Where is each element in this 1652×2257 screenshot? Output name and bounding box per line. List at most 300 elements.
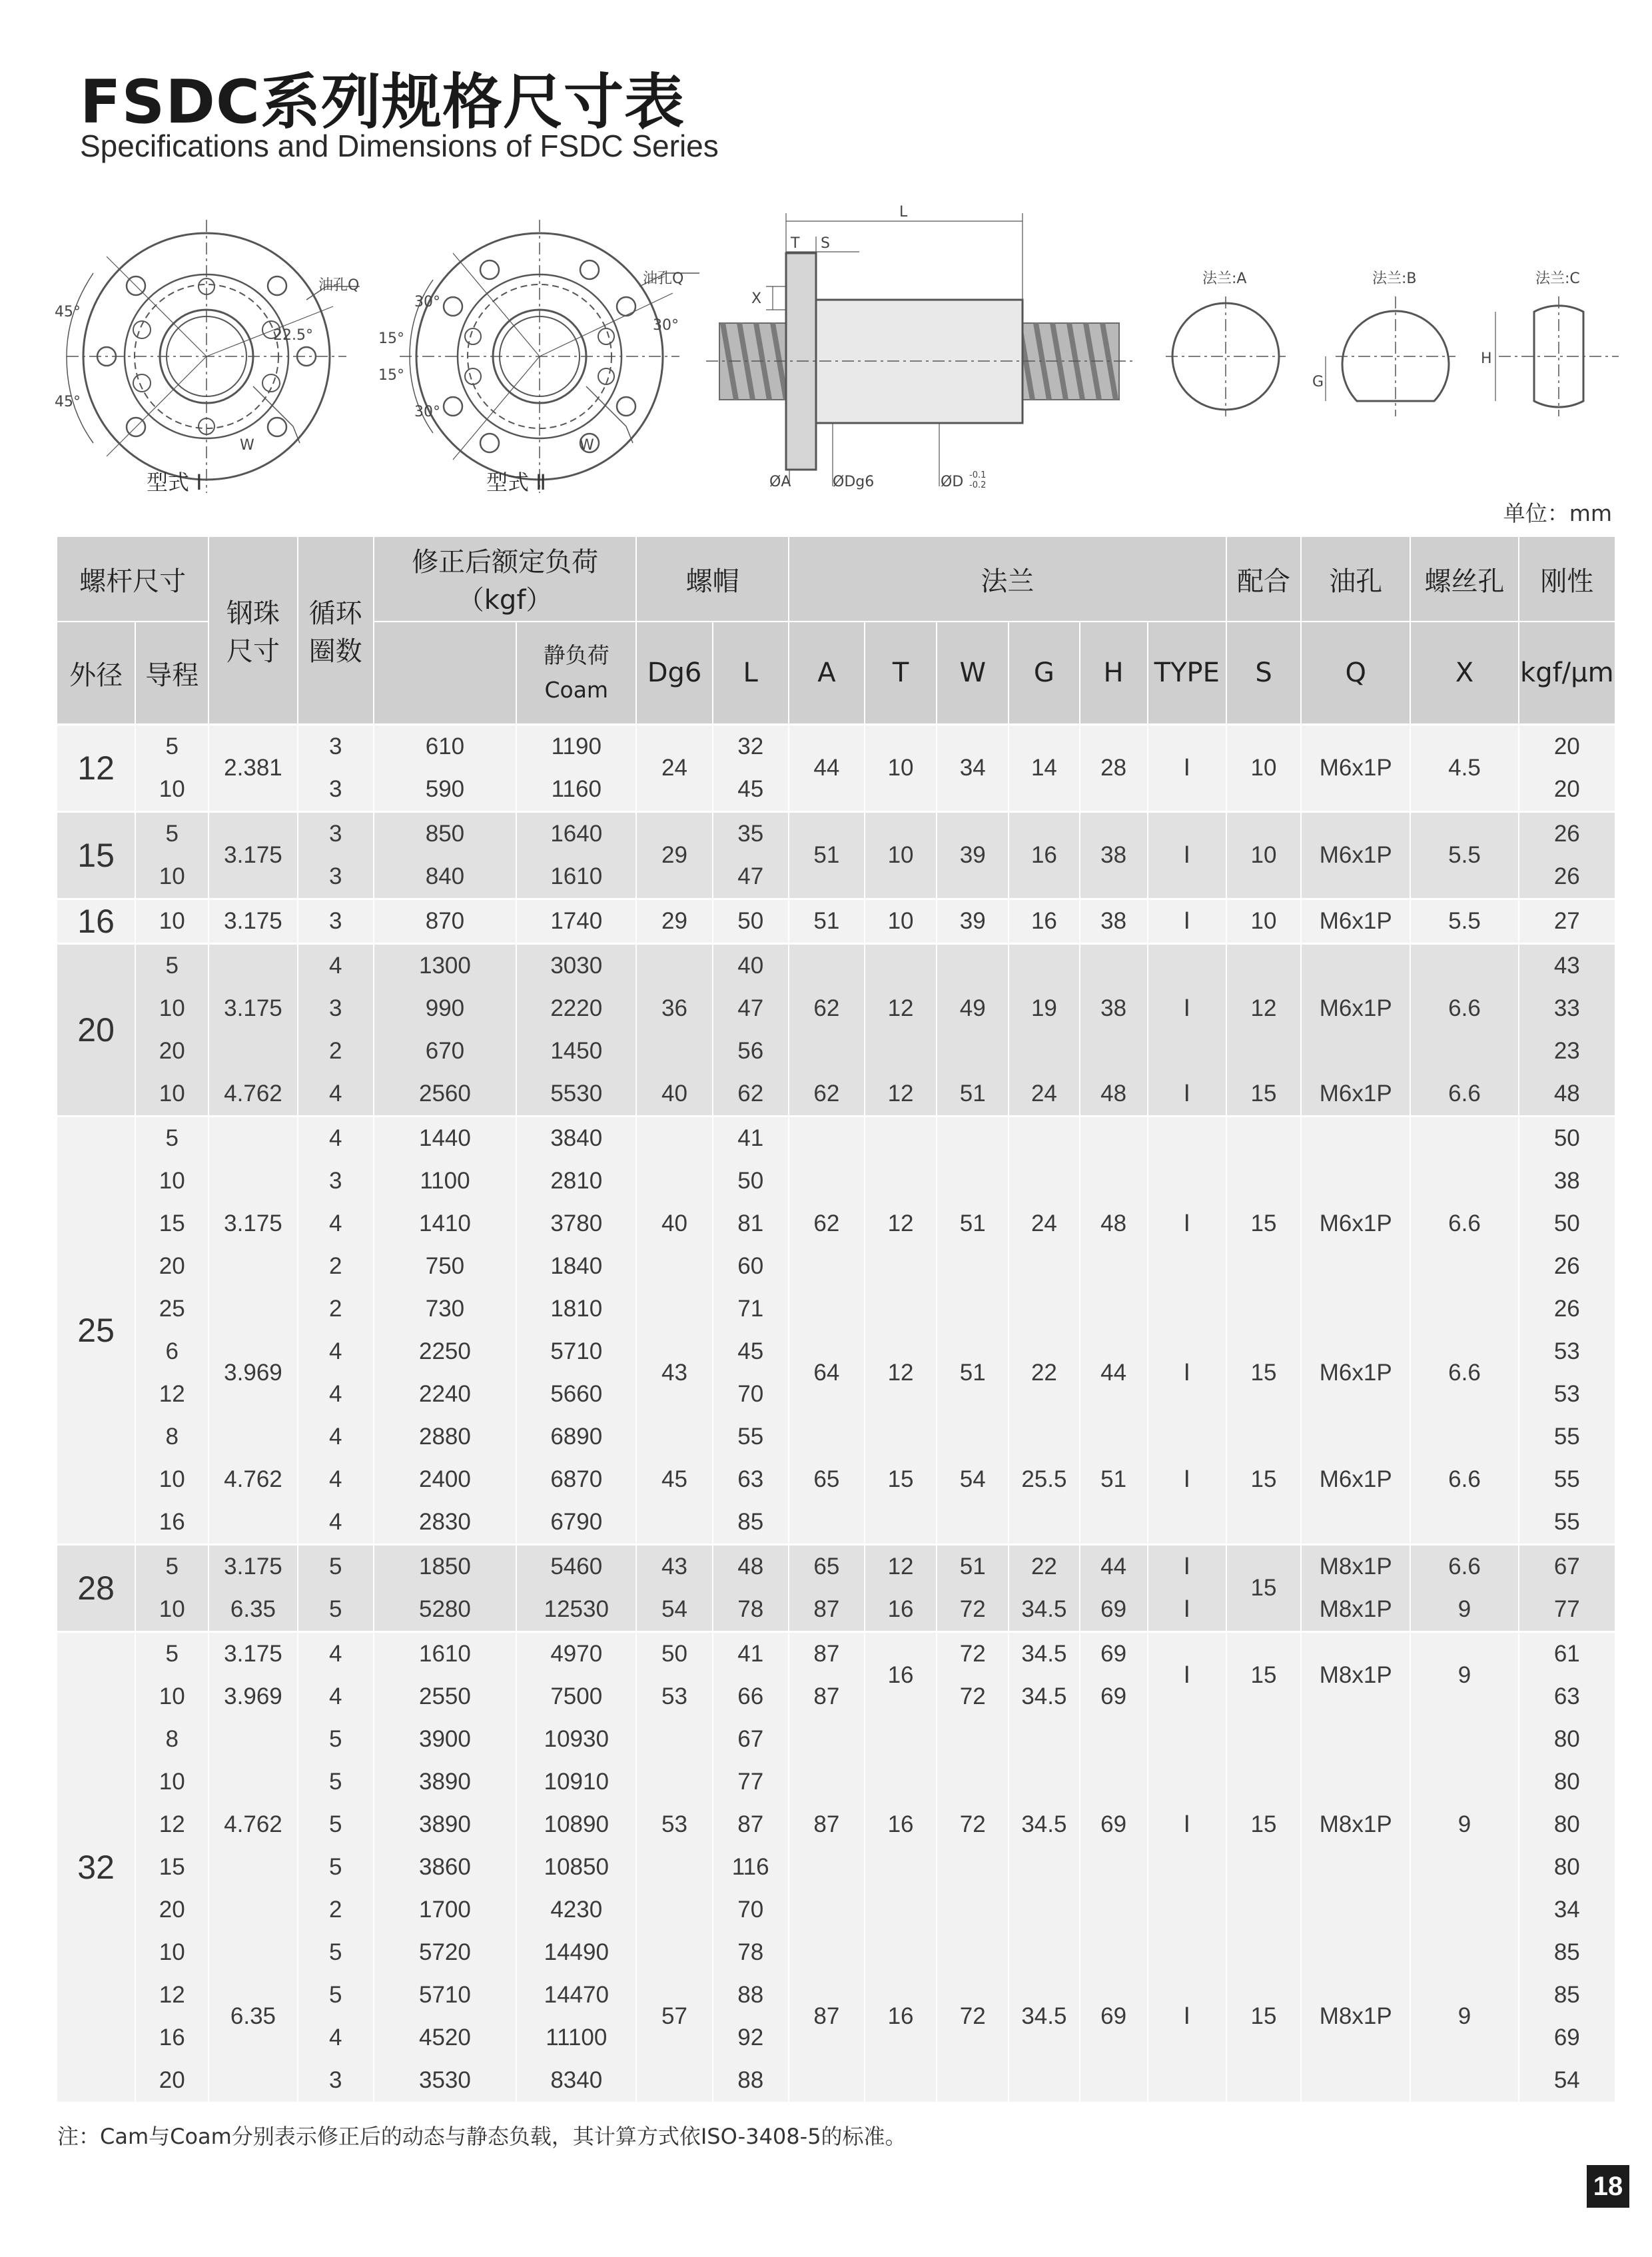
cell-x: 9	[1410, 1718, 1518, 1931]
cell-h: 38	[1080, 812, 1148, 899]
cell-ball: 3.969	[208, 1330, 297, 1416]
cell-x: 6.6	[1410, 1117, 1518, 1331]
cell-s: 10	[1226, 812, 1301, 899]
header-load-line1: 修正后额定负荷	[412, 547, 599, 578]
cell-h: 69	[1080, 1931, 1148, 2102]
cell-lead: 5	[135, 812, 208, 856]
cell-l: 70	[713, 1889, 789, 1931]
cell-stiffness: 50	[1519, 1202, 1615, 1245]
table-row	[57, 1416, 1615, 1458]
cell-lead: 25	[135, 1288, 208, 1330]
cell-g: 24	[1009, 1117, 1079, 1331]
cell-static: 1190	[516, 725, 636, 769]
cell-static: 5710	[516, 1330, 636, 1373]
cell-ball: 3.175	[208, 1545, 297, 1589]
header-type: TYPE	[1148, 622, 1226, 725]
cell-od: 25	[57, 1117, 135, 1545]
cell-h: 48	[1080, 1117, 1148, 1331]
cell-ball: 3.175	[208, 812, 297, 899]
cell-stiffness: 54	[1519, 2059, 1615, 2102]
cell-circuits: 3	[298, 725, 374, 769]
cell-lead: 20	[135, 2059, 208, 2102]
cell-dynamic: 2880	[374, 1416, 516, 1458]
cell-w: 51	[937, 1117, 1009, 1331]
type1-w-label: W	[240, 437, 254, 454]
cell-q: M6x1P	[1301, 725, 1410, 812]
cell-dynamic: 3860	[374, 1846, 516, 1889]
cell-type: Ⅰ	[1148, 1330, 1226, 1416]
cell-dg6: 29	[636, 812, 712, 899]
header-circuits-line1: 循环	[308, 598, 362, 629]
header-circuits	[298, 537, 374, 725]
cell-s: 15	[1226, 1632, 1301, 1719]
cell-l: 47	[713, 855, 789, 899]
cell-dynamic: 2400	[374, 1458, 516, 1501]
cell-stiffness: 80	[1519, 1761, 1615, 1803]
cell-lead: 10	[135, 1458, 208, 1501]
cell-circuits: 5	[298, 1974, 374, 2017]
cell-stiffness: 55	[1519, 1458, 1615, 1501]
cell-ball: 6.35	[208, 1588, 297, 1632]
cell-x: 6.6	[1410, 1416, 1518, 1545]
cell-a: 62	[789, 1117, 865, 1331]
cell-stiffness: 67	[1519, 1545, 1615, 1589]
cell-static: 1740	[516, 899, 636, 944]
cell-w: 72	[937, 1675, 1009, 1718]
cell-circuits: 4	[298, 1202, 374, 1245]
cell-t: 16	[865, 1632, 937, 1719]
cell-circuits: 3	[298, 987, 374, 1030]
cell-ball: 4.762	[208, 1073, 297, 1117]
cell-circuits: 4	[298, 1330, 374, 1373]
cell-h: 69	[1080, 1718, 1148, 1931]
cell-static: 7500	[516, 1675, 636, 1718]
header-t: T	[865, 622, 937, 725]
side-x-label: X	[751, 290, 762, 307]
cell-stiffness: 80	[1519, 1803, 1615, 1846]
cell-a: 87	[789, 1632, 865, 1676]
cell-g: 14	[1009, 725, 1079, 812]
cell-l: 32	[713, 725, 789, 769]
cell-l: 88	[713, 2059, 789, 2102]
cell-dynamic: 3900	[374, 1718, 516, 1761]
cell-static: 14490	[516, 1931, 636, 1974]
cell-w: 51	[937, 1545, 1009, 1589]
cell-lead: 10	[135, 1675, 208, 1718]
cell-circuits: 5	[298, 1718, 374, 1761]
cell-ball: 4.762	[208, 1416, 297, 1545]
cell-lead: 5	[135, 1632, 208, 1676]
table-row	[57, 1117, 1615, 1160]
cell-w: 72	[937, 1588, 1009, 1632]
cell-lead: 16	[135, 2017, 208, 2059]
cell-q: M8x1P	[1301, 1632, 1410, 1719]
cell-static: 5530	[516, 1073, 636, 1117]
cell-s: 15	[1226, 1073, 1301, 1117]
cell-circuits: 4	[298, 1416, 374, 1458]
cell-type: Ⅰ	[1148, 899, 1226, 944]
cell-stiffness: 27	[1519, 899, 1615, 944]
type2-angle-30-right: 30°	[653, 317, 679, 334]
cell-x: 9	[1410, 1588, 1518, 1632]
cell-l: 88	[713, 1974, 789, 2017]
cell-static: 5460	[516, 1545, 636, 1589]
cell-lead: 10	[135, 768, 208, 812]
header-static-line1: 静负荷	[543, 642, 610, 668]
header-static	[516, 622, 636, 725]
header-fit: 配合	[1226, 537, 1301, 622]
cell-x: 9	[1410, 1931, 1518, 2102]
cell-od: 20	[57, 944, 135, 1117]
cell-t: 12	[865, 1073, 937, 1117]
cell-t: 10	[865, 899, 937, 944]
cell-a: 51	[789, 812, 865, 899]
cell-g: 34.5	[1009, 1675, 1079, 1718]
cell-g: 34.5	[1009, 1931, 1079, 2102]
side-dg6-label: ØDg6	[833, 474, 875, 490]
spec-table-body	[57, 725, 1615, 2102]
header-a: A	[789, 622, 865, 725]
cell-w: 34	[937, 725, 1009, 812]
cell-l: 67	[713, 1718, 789, 1761]
cell-circuits: 4	[298, 1675, 374, 1718]
side-a-label: ØA	[769, 474, 791, 490]
cell-w: 54	[937, 1416, 1009, 1545]
cell-ball: 3.175	[208, 944, 297, 1073]
header-dynamic-empty	[374, 622, 516, 725]
cell-l: 50	[713, 899, 789, 944]
cell-t: 12	[865, 1330, 937, 1416]
cell-dynamic: 1300	[374, 944, 516, 988]
cell-lead: 20	[135, 1030, 208, 1073]
cell-dynamic: 4520	[374, 2017, 516, 2059]
cell-l: 40	[713, 944, 789, 988]
cell-lead: 10	[135, 1931, 208, 1974]
cell-x: 6.6	[1410, 1545, 1518, 1589]
cell-static: 8340	[516, 2059, 636, 2102]
cell-h: 69	[1080, 1632, 1148, 1676]
cell-dynamic: 1700	[374, 1889, 516, 1931]
table-row	[57, 1632, 1615, 1676]
cell-static: 1610	[516, 855, 636, 899]
cell-static: 1640	[516, 812, 636, 856]
cell-l: 50	[713, 1160, 789, 1202]
header-g: G	[1009, 622, 1079, 725]
cell-static: 6890	[516, 1416, 636, 1458]
header-h: H	[1080, 622, 1148, 725]
flange-a-label: 法兰:A	[1202, 270, 1247, 287]
cell-dynamic: 3530	[374, 2059, 516, 2102]
cell-s: 12	[1226, 944, 1301, 1073]
cell-dynamic: 1440	[374, 1117, 516, 1160]
cell-t: 12	[865, 1117, 937, 1331]
cell-a: 62	[789, 1073, 865, 1117]
cell-dg6: 40	[636, 1073, 712, 1117]
cell-a: 87	[789, 1718, 865, 1931]
flange-type2-drawing	[378, 220, 699, 495]
cell-a: 51	[789, 899, 865, 944]
cell-dg6: 54	[636, 1588, 712, 1632]
cell-lead: 20	[135, 1889, 208, 1931]
cell-x: 9	[1410, 1632, 1518, 1719]
cell-circuits: 4	[298, 1117, 374, 1160]
cell-lead: 12	[135, 1803, 208, 1846]
cell-static: 10930	[516, 1718, 636, 1761]
header-load-rating	[374, 537, 637, 622]
spec-table	[57, 537, 1616, 2102]
header-ball-line1: 钢珠	[226, 598, 280, 629]
cell-circuits: 4	[298, 944, 374, 988]
cell-s: 15	[1226, 1416, 1301, 1545]
cell-lead: 5	[135, 1117, 208, 1160]
unit-label: 单位：mm	[1503, 500, 1612, 526]
cell-s: 10	[1226, 725, 1301, 812]
cell-lead: 10	[135, 1160, 208, 1202]
cell-circuits: 4	[298, 2017, 374, 2059]
cell-l: 45	[713, 1330, 789, 1373]
cell-l: 63	[713, 1458, 789, 1501]
cell-od: 32	[57, 1632, 135, 2102]
cell-circuits: 5	[298, 1545, 374, 1589]
cell-circuits: 4	[298, 1458, 374, 1501]
cell-w: 51	[937, 1073, 1009, 1117]
cell-dynamic: 1610	[374, 1632, 516, 1676]
cell-dynamic: 2240	[374, 1373, 516, 1416]
cell-t: 10	[865, 812, 937, 899]
cell-lead: 5	[135, 725, 208, 769]
cell-stiffness: 85	[1519, 1974, 1615, 2017]
table-row	[57, 1931, 1615, 1974]
cell-dg6: 57	[636, 1931, 712, 2102]
cell-stiffness: 26	[1519, 812, 1615, 856]
cell-od: 28	[57, 1545, 135, 1632]
cell-type: Ⅰ	[1148, 944, 1226, 1073]
header-lead: 导程	[135, 622, 208, 725]
cell-circuits: 4	[298, 1073, 374, 1117]
header-load-line2: （kgf）	[457, 585, 553, 616]
cell-circuits: 3	[298, 768, 374, 812]
cell-a: 65	[789, 1545, 865, 1589]
cell-s: 15	[1226, 1718, 1301, 1931]
cell-t: 15	[865, 1416, 937, 1545]
cell-l: 55	[713, 1416, 789, 1458]
cell-stiffness: 34	[1519, 1889, 1615, 1931]
type2-angle-15-lower: 15°	[378, 367, 404, 384]
cell-static: 1450	[516, 1030, 636, 1073]
cell-l: 62	[713, 1073, 789, 1117]
header-screw-hole: 螺丝孔	[1410, 537, 1518, 622]
cell-lead: 15	[135, 1846, 208, 1889]
cell-circuits: 5	[298, 1803, 374, 1846]
cell-q: M6x1P	[1301, 899, 1410, 944]
header-circuits-line2: 圈数	[308, 636, 362, 667]
cell-s: 15	[1226, 1545, 1301, 1632]
cell-g: 22	[1009, 1545, 1079, 1589]
cell-circuits: 2	[298, 1030, 374, 1073]
cell-circuits: 3	[298, 899, 374, 944]
cell-l: 35	[713, 812, 789, 856]
table-row	[57, 1545, 1615, 1589]
cell-static: 10850	[516, 1846, 636, 1889]
cell-circuits: 5	[298, 1846, 374, 1889]
cell-t: 10	[865, 725, 937, 812]
cell-lead: 20	[135, 1245, 208, 1288]
page-subtitle: Specifications and Dimensions of FSDC Series	[80, 129, 719, 163]
cell-l: 77	[713, 1761, 789, 1803]
type1-angle-22-5: 22.5°	[273, 327, 313, 344]
cell-l: 45	[713, 768, 789, 812]
header-oil-hole: 油孔	[1301, 537, 1410, 622]
cell-type: Ⅰ	[1148, 1073, 1226, 1117]
type2-angle-30-top: 30°	[414, 294, 440, 310]
cell-ball: 4.762	[208, 1718, 297, 1931]
cell-type: Ⅰ	[1148, 725, 1226, 812]
table-row	[57, 1330, 1615, 1373]
header-screw-size: 螺杆尺寸	[57, 537, 208, 622]
cell-h: 38	[1080, 944, 1148, 1073]
header-x: X	[1410, 622, 1518, 725]
cell-w: 72	[937, 1718, 1009, 1931]
cell-dynamic: 670	[374, 1030, 516, 1073]
cell-stiffness: 69	[1519, 2017, 1615, 2059]
flange-c-label: 法兰:C	[1535, 270, 1580, 287]
header-w: W	[937, 622, 1009, 725]
cell-g: 19	[1009, 944, 1079, 1073]
cell-w: 72	[937, 1632, 1009, 1676]
cell-stiffness: 26	[1519, 1245, 1615, 1288]
page-number: 18	[1587, 2165, 1629, 2208]
cell-static: 2220	[516, 987, 636, 1030]
table-row	[57, 812, 1615, 856]
header-s: S	[1226, 622, 1301, 725]
cell-stiffness: 43	[1519, 944, 1615, 988]
flange-type1-drawing	[55, 220, 360, 495]
cell-stiffness: 63	[1519, 1675, 1615, 1718]
cell-l: 41	[713, 1632, 789, 1676]
cell-stiffness: 20	[1519, 725, 1615, 769]
cell-a: 87	[789, 1675, 865, 1718]
side-s-label: S	[821, 235, 830, 252]
cell-static: 11100	[516, 2017, 636, 2059]
cell-static: 5660	[516, 1373, 636, 1416]
cell-dynamic: 840	[374, 855, 516, 899]
cell-dynamic: 2550	[374, 1675, 516, 1718]
header-stiffness: 刚性	[1519, 537, 1615, 622]
cell-dg6: 36	[636, 944, 712, 1073]
cell-static: 6790	[516, 1501, 636, 1545]
table-row	[57, 944, 1615, 988]
type2-caption: 型式 Ⅱ	[486, 470, 546, 495]
table-row	[57, 899, 1615, 944]
type1-oil-hole-label: 油孔Q	[318, 277, 360, 294]
cell-g: 34.5	[1009, 1718, 1079, 1931]
cell-l: 48	[713, 1545, 789, 1589]
cell-g: 25.5	[1009, 1416, 1079, 1545]
cell-x: 5.5	[1410, 812, 1518, 899]
flange-b-g-label: G	[1312, 374, 1324, 390]
table-row	[57, 1718, 1615, 1761]
cell-q: M8x1P	[1301, 1545, 1410, 1589]
cell-static: 14470	[516, 1974, 636, 2017]
cell-static: 10890	[516, 1803, 636, 1846]
cell-dynamic: 2830	[374, 1501, 516, 1545]
header-od: 外径	[57, 622, 135, 725]
footnote: 注：Cam与Coam分别表示修正后的动态与静态负载，其计算方式依ISO-3408-5的标准。	[57, 2124, 907, 2149]
cell-dynamic: 2560	[374, 1073, 516, 1117]
cell-circuits: 2	[298, 1889, 374, 1931]
cell-static: 1810	[516, 1288, 636, 1330]
cell-g: 34.5	[1009, 1588, 1079, 1632]
cell-lead: 5	[135, 944, 208, 988]
cell-stiffness: 53	[1519, 1373, 1615, 1416]
cell-q: M6x1P	[1301, 1073, 1410, 1117]
cell-stiffness: 50	[1519, 1117, 1615, 1160]
cell-circuits: 2	[298, 1245, 374, 1288]
side-l-label: L	[899, 204, 908, 221]
cell-l: 78	[713, 1588, 789, 1632]
cell-static: 4230	[516, 1889, 636, 1931]
cell-static: 4970	[516, 1632, 636, 1676]
cell-lead: 8	[135, 1718, 208, 1761]
cell-dynamic: 730	[374, 1288, 516, 1330]
table-row	[57, 725, 1615, 769]
cell-h: 48	[1080, 1073, 1148, 1117]
cell-lead: 8	[135, 1416, 208, 1458]
cell-od: 15	[57, 812, 135, 899]
cell-l: 78	[713, 1931, 789, 1974]
cell-h: 69	[1080, 1675, 1148, 1718]
cell-l: 66	[713, 1675, 789, 1718]
cell-h: 38	[1080, 899, 1148, 944]
cell-l: 81	[713, 1202, 789, 1245]
cell-q: M6x1P	[1301, 944, 1410, 1073]
cell-lead: 12	[135, 1974, 208, 2017]
cell-static: 3840	[516, 1117, 636, 1160]
table-row	[57, 1073, 1615, 1117]
type2-angle-30-bottom: 30°	[414, 404, 440, 420]
header-ball-line2: 尺寸	[226, 636, 280, 667]
cell-dynamic: 1410	[374, 1202, 516, 1245]
cell-q: M6x1P	[1301, 1330, 1410, 1416]
cell-circuits: 5	[298, 1931, 374, 1974]
cell-w: 39	[937, 899, 1009, 944]
cell-static: 3030	[516, 944, 636, 988]
cell-stiffness: 80	[1519, 1718, 1615, 1761]
cell-stiffness: 38	[1519, 1160, 1615, 1202]
cell-ball: 3.175	[208, 899, 297, 944]
cell-w: 49	[937, 944, 1009, 1073]
cell-ball: 3.175	[208, 1632, 297, 1676]
cell-q: M6x1P	[1301, 812, 1410, 899]
cell-dynamic: 3890	[374, 1761, 516, 1803]
cell-dynamic: 5710	[374, 1974, 516, 2017]
cell-x: 4.5	[1410, 725, 1518, 812]
cell-g: 16	[1009, 899, 1079, 944]
cell-lead: 10	[135, 855, 208, 899]
cell-dynamic: 2250	[374, 1330, 516, 1373]
cell-ball: 3.969	[208, 1675, 297, 1718]
cell-dg6: 50	[636, 1632, 712, 1676]
cell-type: Ⅰ	[1148, 1718, 1226, 1931]
header-q: Q	[1301, 622, 1410, 725]
cell-g: 24	[1009, 1073, 1079, 1117]
cell-a: 64	[789, 1330, 865, 1416]
cell-l: 71	[713, 1288, 789, 1330]
flange-c-h-label: H	[1481, 350, 1492, 367]
cell-w: 72	[937, 1931, 1009, 2102]
flange-shapes-drawing	[1166, 270, 1619, 416]
cell-dg6: 43	[636, 1330, 712, 1416]
